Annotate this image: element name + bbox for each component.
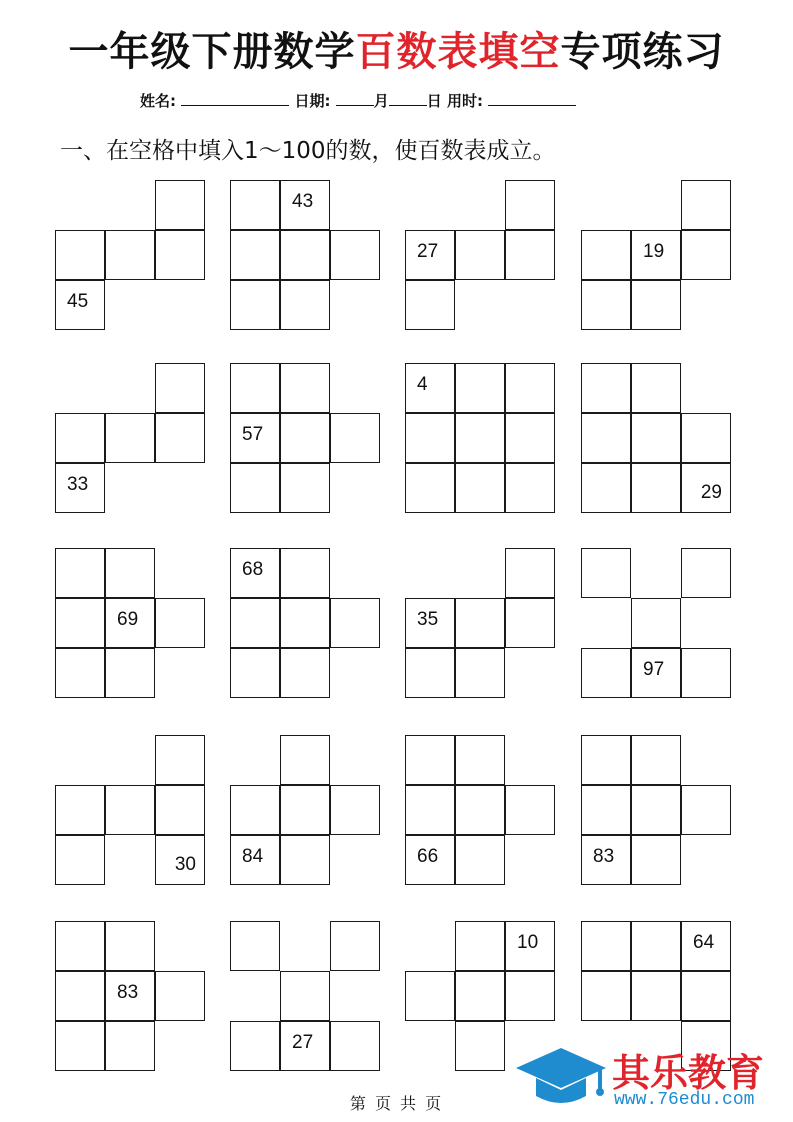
grid-cell[interactable]	[505, 785, 555, 835]
grid-cell[interactable]	[280, 230, 330, 280]
graduation-cap-icon	[512, 1044, 610, 1110]
grid-cell[interactable]	[581, 548, 631, 598]
grid-cell[interactable]	[631, 921, 681, 971]
grid-cell[interactable]	[55, 835, 105, 885]
grid-cell[interactable]	[280, 735, 330, 785]
grid-cell[interactable]	[280, 180, 330, 230]
month-blank	[336, 91, 374, 106]
day-label: 日	[426, 92, 442, 110]
grid-cell[interactable]	[105, 548, 155, 598]
grid-cell[interactable]	[155, 180, 205, 230]
grid-cell[interactable]	[581, 413, 631, 463]
grid-cell[interactable]	[230, 280, 280, 330]
grid-cell[interactable]	[330, 413, 380, 463]
grid-cell[interactable]	[631, 413, 681, 463]
given-number: 83	[593, 846, 615, 867]
grid-cell[interactable]	[105, 230, 155, 280]
grid-cell[interactable]	[280, 363, 330, 413]
grid-cell[interactable]	[55, 921, 105, 971]
grid-cell[interactable]	[155, 835, 205, 885]
grid-cell[interactable]	[55, 413, 105, 463]
grid-cell[interactable]	[505, 598, 555, 648]
given-number: 10	[517, 932, 539, 953]
given-number: 57	[242, 424, 264, 445]
grid-cell[interactable]	[405, 785, 455, 835]
grid-cell[interactable]	[581, 463, 631, 513]
grid-cell[interactable]	[505, 971, 555, 1021]
grid-cell[interactable]	[405, 230, 455, 280]
grid-cell[interactable]	[280, 413, 330, 463]
grid-cell[interactable]	[280, 648, 330, 698]
grid-cell[interactable]	[631, 835, 681, 885]
grid-cell[interactable]	[631, 648, 681, 698]
grid-cell[interactable]	[230, 363, 280, 413]
grid-cell[interactable]	[581, 230, 631, 280]
grid-cell[interactable]	[455, 735, 505, 785]
given-number: 27	[292, 1032, 314, 1053]
given-number: 27	[417, 241, 439, 262]
grid-cell[interactable]	[230, 785, 280, 835]
worksheet-title	[0, 20, 793, 77]
grid-cell[interactable]	[105, 1021, 155, 1071]
grid-cell[interactable]	[455, 230, 505, 280]
grid-cell[interactable]	[55, 463, 105, 513]
grid-cell[interactable]	[581, 648, 631, 698]
given-number: 29	[700, 482, 722, 503]
grid-cell[interactable]	[405, 280, 455, 330]
grid-cell[interactable]	[105, 648, 155, 698]
given-number: 35	[417, 609, 439, 630]
grid-cell[interactable]	[155, 971, 205, 1021]
title-suffix: 专项练习	[560, 29, 725, 75]
grid-cell[interactable]	[505, 363, 555, 413]
instruction-text: 一、在空格中填入1～100的数，使百数表成立。	[60, 138, 556, 164]
given-number: 66	[417, 846, 439, 867]
grid-cell[interactable]	[280, 280, 330, 330]
grid-cell[interactable]	[230, 548, 280, 598]
grid-cell[interactable]	[330, 1021, 380, 1071]
grid-cell[interactable]	[455, 363, 505, 413]
given-number: 83	[117, 982, 139, 1003]
grid-cell[interactable]	[455, 463, 505, 513]
grid-cell[interactable]	[405, 835, 455, 885]
grid-cell[interactable]	[105, 971, 155, 1021]
given-number: 68	[242, 559, 264, 580]
grid-cell[interactable]	[330, 921, 380, 971]
student-info-line	[140, 90, 576, 111]
grid-cell[interactable]	[230, 835, 280, 885]
grid-cell[interactable]	[280, 971, 330, 1021]
grid-cell[interactable]	[105, 785, 155, 835]
grid-cell[interactable]	[581, 363, 631, 413]
grid-cell[interactable]	[330, 230, 380, 280]
grid-cell[interactable]	[55, 230, 105, 280]
day-blank	[389, 91, 427, 106]
name-label: 姓名:	[140, 92, 176, 110]
given-number: 64	[693, 932, 715, 953]
grid-cell[interactable]	[105, 921, 155, 971]
grid-cell[interactable]	[631, 280, 681, 330]
grid-cell[interactable]	[631, 971, 681, 1021]
watermark-brand: 其乐教育	[612, 1051, 765, 1095]
grid-cell[interactable]	[681, 971, 731, 1021]
grid-cell[interactable]	[631, 598, 681, 648]
grid-cell[interactable]	[55, 280, 105, 330]
grid-cell[interactable]	[280, 598, 330, 648]
grid-cell[interactable]	[280, 785, 330, 835]
grid-cell[interactable]	[230, 413, 280, 463]
grid-cell[interactable]	[681, 548, 731, 598]
grid-cell[interactable]	[230, 230, 280, 280]
grid-cell[interactable]	[505, 230, 555, 280]
grid-cell[interactable]	[581, 835, 631, 885]
time-blank	[488, 91, 576, 106]
page-footer: 第 页 共 页	[349, 1094, 444, 1113]
grid-cell[interactable]	[681, 648, 731, 698]
grid-cell[interactable]	[230, 463, 280, 513]
grid-cell[interactable]	[230, 648, 280, 698]
month-label: 月	[373, 92, 389, 110]
grid-cell[interactable]	[681, 785, 731, 835]
grid-cell[interactable]	[455, 1021, 505, 1071]
given-number: 69	[117, 609, 139, 630]
grid-cell[interactable]	[455, 835, 505, 885]
watermark-logo	[512, 1040, 792, 1120]
given-number: 97	[643, 659, 665, 680]
given-number: 30	[174, 854, 196, 875]
watermark-url: www.76edu.com	[614, 1090, 755, 1110]
grid-cell[interactable]	[681, 921, 731, 971]
grid-cell[interactable]	[230, 1021, 280, 1071]
grid-cell[interactable]	[505, 921, 555, 971]
grid-cell[interactable]	[405, 598, 455, 648]
grid-cell[interactable]	[280, 548, 330, 598]
grid-cell[interactable]	[631, 230, 681, 280]
grid-cell[interactable]	[505, 413, 555, 463]
grid-cell[interactable]	[581, 921, 631, 971]
grid-cell[interactable]	[55, 598, 105, 648]
grid-cell[interactable]	[330, 785, 380, 835]
grid-cell[interactable]	[405, 648, 455, 698]
given-number: 19	[643, 241, 665, 262]
grid-cell[interactable]	[230, 180, 280, 230]
given-number: 43	[292, 191, 314, 212]
grid-cell[interactable]	[55, 971, 105, 1021]
grid-cell[interactable]	[230, 598, 280, 648]
given-number: 84	[242, 846, 264, 867]
grid-cell[interactable]	[405, 363, 455, 413]
given-number: 4	[417, 374, 428, 395]
title-prefix: 一年级下册数学	[68, 29, 356, 75]
grid-cell[interactable]	[581, 785, 631, 835]
grid-cell[interactable]	[681, 463, 731, 513]
grid-cell[interactable]	[455, 413, 505, 463]
grid-cell[interactable]	[581, 971, 631, 1021]
grid-cell[interactable]	[230, 921, 280, 971]
grid-cell[interactable]	[631, 735, 681, 785]
grid-cell[interactable]	[330, 598, 380, 648]
grid-cell[interactable]	[455, 971, 505, 1021]
grid-cell[interactable]	[55, 648, 105, 698]
grid-cell[interactable]	[405, 463, 455, 513]
grid-cell[interactable]	[455, 921, 505, 971]
grid-cell[interactable]	[455, 785, 505, 835]
grid-cell[interactable]	[631, 463, 681, 513]
grid-cell[interactable]	[155, 785, 205, 835]
grid-cell[interactable]	[455, 648, 505, 698]
given-number: 33	[67, 474, 89, 495]
grid-cell[interactable]	[405, 971, 455, 1021]
grid-cell[interactable]	[55, 1021, 105, 1071]
grid-cell[interactable]	[631, 785, 681, 835]
date-label: 日期:	[294, 92, 331, 110]
grid-cell[interactable]	[681, 413, 731, 463]
grid-cell[interactable]	[505, 463, 555, 513]
grid-cell[interactable]	[155, 363, 205, 413]
grid-cell[interactable]	[581, 735, 631, 785]
grid-cell[interactable]	[155, 735, 205, 785]
grid-cell[interactable]	[105, 413, 155, 463]
grid-cell[interactable]	[505, 548, 555, 598]
grid-cell[interactable]	[681, 180, 731, 230]
grid-cell[interactable]	[631, 363, 681, 413]
name-blank	[181, 91, 289, 106]
grid-cell[interactable]	[280, 1021, 330, 1071]
grid-cell[interactable]	[280, 835, 330, 885]
grid-cell[interactable]	[105, 598, 155, 648]
grid-cell[interactable]	[405, 413, 455, 463]
given-number: 45	[67, 291, 89, 312]
grid-cell[interactable]	[280, 463, 330, 513]
grid-cell[interactable]	[505, 180, 555, 230]
time-label: 用时:	[446, 92, 483, 110]
grid-cell[interactable]	[55, 548, 105, 598]
grid-cell[interactable]	[155, 598, 205, 648]
title-highlight: 百数表填空	[355, 29, 561, 75]
grid-cell[interactable]	[455, 598, 505, 648]
grid-cell[interactable]	[55, 785, 105, 835]
grid-cell[interactable]	[405, 735, 455, 785]
grid-cell[interactable]	[681, 230, 731, 280]
grid-cell[interactable]	[155, 230, 205, 280]
grid-cell[interactable]	[155, 413, 205, 463]
grid-cell[interactable]	[581, 280, 631, 330]
